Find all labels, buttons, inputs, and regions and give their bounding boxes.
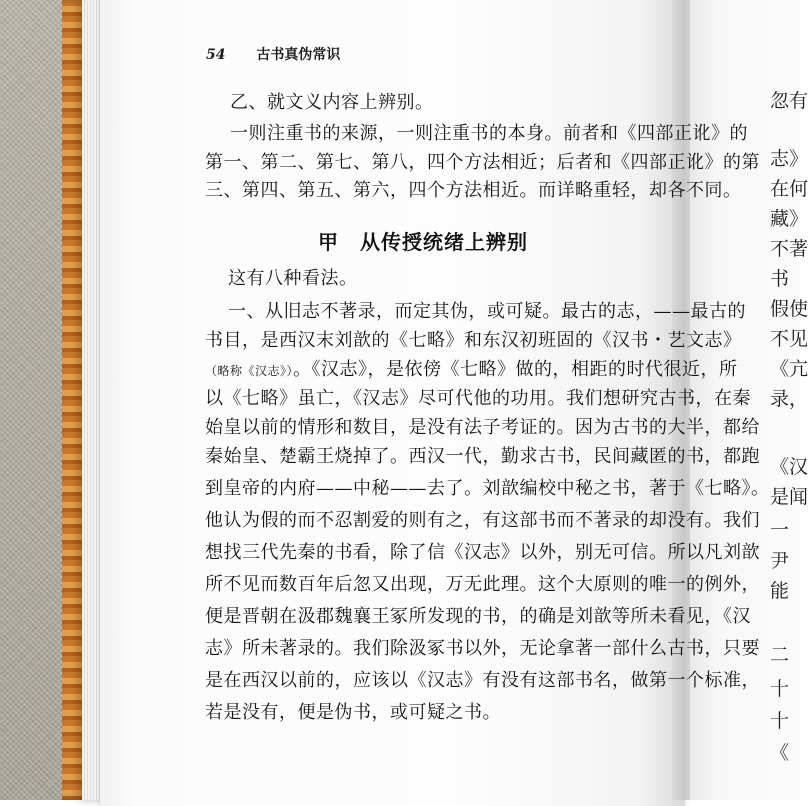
body-line: 这有八种看法。 [228, 268, 358, 289]
body-line: 秦始皇、楚霸王烧掉了。西汉一代，勤求古书，民间藏匿的书，都跑 [205, 446, 760, 467]
right-fragment: 藏》 [770, 208, 808, 230]
intro-line: 一则注重书的来源，一则注重书的本身。前者和《四部正讹》的 [230, 123, 748, 144]
right-fragment: 假使 [770, 298, 808, 320]
right-fragment: 一 [770, 519, 790, 541]
right-fragment: 志》 [770, 148, 808, 170]
body-line: 一、从旧志不著录，而定其伪，或可疑。最古的志，——最古的 [228, 301, 746, 322]
intro-line: 乙、就文义内容上辨别。 [230, 92, 434, 113]
body-line: 到皇帝的内府——中秘——去了。刘歆编校中秘之书，著于《七略》。 [205, 478, 770, 499]
body-line: 以《七略》虽亡，《汉志》尽可代他的功用。我们想研究古书，在秦 [205, 388, 751, 409]
inline-note: （略称《汉志》） [205, 364, 294, 378]
intro-line: 三、第四、第五、第六，四个方法相近。而详略重轻，却各不同。 [205, 180, 742, 201]
section-heading: 甲 从传授统绪上辨别 [318, 230, 528, 254]
right-fragment: 在何 [770, 178, 808, 200]
body-line: 始皇以前的情形和数目，是没有法子考证的。因为古书的大半，都给 [205, 417, 760, 438]
book-title: 古书真伪常识 [256, 47, 341, 63]
right-fragment: 不著 [770, 238, 808, 260]
running-head [206, 44, 340, 64]
right-fragment: 录， [770, 388, 808, 410]
body-line [205, 355, 738, 381]
body-line: 便是晋朝在汲郡魏襄王冢所发现的书，的确是刘歆等所未看见，《汉 [205, 606, 751, 627]
body-line: 他认为假的而不忍割爱的则有之，有这部书而不著录的却没有。我们 [205, 510, 760, 531]
right-fragment: 二 [770, 644, 790, 666]
page-number: 54 [206, 47, 226, 63]
right-fragment: 十 [770, 710, 790, 732]
right-fragment: 《汉 [770, 456, 808, 478]
right-fragment: 尹 [770, 550, 790, 572]
body-line: 志》所未著录的。我们除汲冢书以外，无论拿著一部什么古书，只要 [205, 638, 760, 659]
body-line: 所不见而数百年后忽又出现，万无此理。这个大原则的唯一的例外， [205, 574, 760, 595]
intro-line: 第一、第二、第七、第八，四个方法相近；后者和《四部正讹》的第 [205, 152, 760, 173]
body-line: 是在西汉以前的，应该以《汉志》有没有这部书名，做第一个标准， [205, 670, 760, 691]
body-line: 若是没有，便是伪书，或可疑之书。 [205, 702, 501, 723]
right-fragment: 不见 [770, 328, 808, 350]
body-line: 书目，是西汉末刘歆的《七略》和东汉初班固的《汉书・艺文志》 [205, 330, 742, 351]
right-fragment: 十 [770, 678, 790, 700]
right-fragment: 忽有 [770, 90, 808, 112]
right-fragment: 《 [770, 742, 790, 764]
body-text: 。《汉志》，是依傍《七略》做的，相距的时代很近，所 [293, 359, 738, 380]
right-fragment: 《亢 [770, 358, 808, 380]
right-fragment: 能 [770, 580, 790, 602]
right-fragment: 是闻 [770, 486, 808, 508]
right-fragment: 书 [770, 268, 790, 290]
body-line: 想找三代先秦的书看，除了信《汉志》以外，别无可信。所以凡刘歆 [205, 542, 760, 563]
